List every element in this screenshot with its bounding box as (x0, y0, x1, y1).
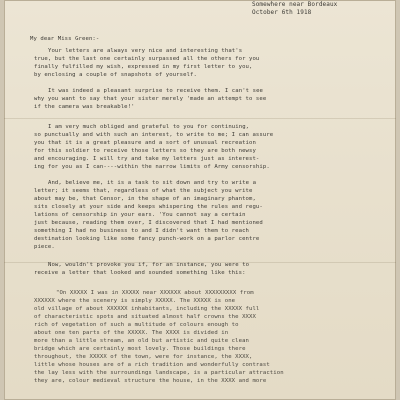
paragraph-line: destination looking like some fancy punch-work on a parlor centre (34, 236, 260, 242)
quoted-line: throughout, the XXXXX of the town, were for instance, the XXXX, (34, 354, 253, 360)
quoted-line: rich of vegetation of such a multitude of colours enough to (34, 322, 239, 328)
quoted-line: of characteristic spots and situated almost half crowns the XXXX (34, 314, 256, 320)
letter-salutation: My dear Miss Green:- (30, 36, 100, 42)
paragraph-line: and encouraging. I will try and take my letters just as interest- (34, 156, 260, 162)
quoted-line: old village of about XXXXXX inhabitants, including the XXXXX full (34, 306, 260, 312)
paragraph-line: piece. (34, 244, 55, 250)
paragraph-line: Now, wouldn't provoke you if, for an instance, you were to (48, 262, 250, 268)
paragraph-line: ing for you as I can----within the narrow limits of Army censorship. (34, 164, 270, 170)
paragraph-line: something I had no business to and I didn't want them to reach (34, 228, 249, 234)
paragraph-line: sits closely at your side and keeps whispering the rules and regu- (34, 204, 263, 210)
paragraph-line: letter; it seems that, regardless of what the subject you write (34, 188, 253, 194)
quoted-line: XXXXXX where the scenery is simply XXXXX. The XXXXX is one (34, 298, 236, 304)
quoted-line: "On XXXXX I was in XXXXX near XXXXXX about XXXXXXXXX from (56, 290, 254, 296)
paragraph-line: And, believe me, it is a task to sit down and try to write a (48, 180, 257, 186)
letter-place: Somewhere near Bordeaux (252, 1, 338, 8)
letter-page (4, 0, 396, 400)
paragraph-line: if the camera was breakable!' (34, 104, 135, 110)
paper-fold-line (4, 118, 396, 119)
quoted-line: they are, colour medieval structure the house, in the XXXX and more (34, 378, 267, 384)
paragraph-line: true, but the last one certainly surpassed all the others for you (34, 56, 260, 62)
paragraph-line: just because, reading them over, I discovered that I had mentioned (34, 220, 263, 226)
paragraph-line: so punctually and with such an interest, to write to me; I can assure (34, 132, 274, 138)
paragraph-line: lations of censorship in your ears. 'You cannot say a certain (34, 212, 246, 218)
quoted-line: little whose houses are of a rich tradition and wonderfully contrast (34, 362, 270, 368)
paragraph-line: Your letters are always very nice and interesting that's (48, 48, 243, 54)
paragraph-line: why you want to say that your sister merely 'made an attempt to see (34, 96, 267, 102)
quoted-line: about one ten parts of the XXXXX. The XXXX is divided in (34, 330, 229, 336)
paragraph-line: finally fulfilled my wish, expressed in my first letter to you, (34, 64, 253, 70)
paragraph-line: It was indeed a pleasant surprise to receive them. I can't see (48, 88, 263, 94)
paragraph-line: you that it is a great pleasure and a sort of unusual recreation (34, 140, 256, 146)
paragraph-line: receive a letter that looked and sounded something like this: (34, 270, 246, 276)
paragraph-line: for this soldier to receive those letters so they are both newsy (34, 148, 256, 154)
quoted-line: the lay less with the surroundings landscape, is a particular attraction (34, 370, 284, 376)
quoted-line: bridge which are certainly most lovely. Those buildings there (34, 346, 246, 352)
paragraph-line: about may be, that Censor, in the shape of an imaginary phantom, (34, 196, 256, 202)
paragraph-line: I am very much obliged and grateful to you for continuing, (48, 124, 250, 130)
letter-date: October 6th 1918 (252, 9, 312, 16)
paragraph-line: by enclosing a couple of snapshots of yourself. (34, 72, 197, 78)
quoted-line: more than a little stream, an old but artistic and quite clean (34, 338, 249, 344)
